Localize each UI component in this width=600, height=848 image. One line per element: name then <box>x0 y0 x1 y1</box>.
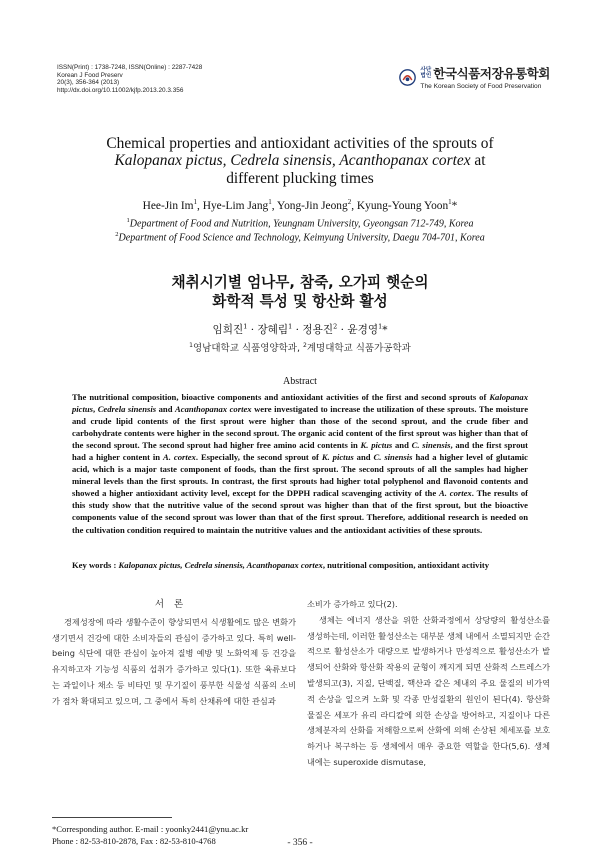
abstract-body: The nutritional composition, bioactive components and antioxidant activities of the first and second sprouts of Kalopanax pictus, Cedrela sinensis and Acanthopanax cortex were investigated to increase the utilization of these sprouts. The moisture and crude lipid contents of the first sprout were higher than those of the second sprout, and the crude fiber and carbohydrate contents were higher in the second sprout. The organic acid content of the first sprout was higher than that of the second sprout. The second sprout had higher free amino acid contents in K. pictus and C. sinensis, and the first sprout had a higher content in A. cortex. Especially, the second sprout of K. pictus and C. sinensis had a higher level of glutamic acid, which is a major taste component of foods, than the first sprout. The second sprouts of all the samples had higher mineral levels than the first sprouts. In contrast, the first sprouts had higher total polyphenol and flavonoid contents and showed a higher antioxidant activity level, except for the DPPH radical scavenging activity of the A. cortex. The results of this study show that the nutritive value of the second sprout was higher than that of the first sprout, but the bioactive components value of the second sprout was lower than that of the first sprout. Therefore, additional research is needed on the cultivation condition required to maintain the nutritive values and the antioxidant activities of these sprouts. <box>72 392 529 535</box>
author-name: Kyung-Young Yoon <box>356 199 449 212</box>
society-name-korean: 한국식품저장유통학회 <box>433 66 550 81</box>
introduction-paragraph-1: 경제성장에 따라 생활수준이 향상되면서 식생활에도 많은 변화가 생기면서 건강에 대한 소비자들의 관심이 증가하고 있다. 특히 well-being 식단에 대한 관심이 높아져 질병 예방 및 노화억제 등 건강을 유지하고자 기능성 식품의 섭취가 증가하고 있다(1). 또한 육류보다는 과일이나 채소 등 비타민 및 무기질이 풍부한 식물성 식품의 소비가 점차 확대되고 있으며, 그 중에서 특히 산채류에 대한 관심과 <box>52 616 296 706</box>
author-name: Hye-Lim Jang <box>202 199 269 212</box>
issn-line: ISSN(Print) : 1738-7248, ISSN(Online) : 2287-7428 <box>57 64 203 71</box>
corresponding-mark: * <box>451 199 458 212</box>
introduction-paragraph-2: 생체는 에너지 생산을 위한 산화과정에서 상당량의 활성산소를 생성하는데, 이러한 활성산소는 대부분 생체 내에서 소멸되지만 순간적으로 활성산소가 대량으로 발생하거나 만성적으로 활성산소가 발생되어 산화와 항산화 작용의 균형이 깨지게 되면 산화적 스트레스가 발생되고(3), 지질, 단백질, 핵산과 같은 체내의 주요 물질의 비가역적 손상을 일으켜 노화 및 각종 만성질환의 원인이 된다(4). 항산화 물질은 세포가 유리 라디칼에 의한 손상을 방어하고, 지질이나 다른 생체분자의 산화를 저해함으로써 산화에 의해 손상된 체세포를 보호하거나 복구하는 등 생체에서 매우 중요한 역할을 한다(5,6). 생체 내에는 superoxide dismutase, <box>307 614 550 767</box>
abstract-heading: Abstract <box>283 376 317 387</box>
affiliation-1: $^1$Department of Food and Nutrition, Yeungnam University, Gyeongsan 712-749, Korea <box>126 217 474 230</box>
title-line-1: Chemical properties and antioxidant activities of the sprouts of <box>106 135 494 152</box>
journal-name: Korean J Food Preserv <box>57 71 123 79</box>
korean-title <box>60 273 540 311</box>
body-column-right <box>307 597 550 771</box>
korean-author-list: 임희진$^1$ · 장혜림$^1$ · 정용진$^2$ · 윤경영$^1$* <box>212 322 388 336</box>
section-heading-introduction: 서론 <box>154 599 194 610</box>
title-line-3: different plucking times <box>226 169 374 187</box>
society-type: 사단 법인 <box>420 67 432 79</box>
paragraph-continuation: 소비가 증가하고 있다(2). <box>307 599 398 609</box>
korean-title-line-1: 채취시기별 엄나무, 참죽, 오가피 햇순의 <box>171 274 429 291</box>
keywords: Key words : Kalopanax pictus, Cedrela sinensis, Acanthopanax cortex, nutritional composition, antioxidant activity <box>72 560 489 570</box>
paper-title <box>60 135 540 187</box>
affiliation-2: $^2$Department of Food Science and Technology, Keimyung University, Daegu 704-701, Korea <box>115 231 485 244</box>
society-emblem-icon <box>399 69 416 86</box>
korean-affiliations: $^1$영남대학교 식품영양학과, $^2$계명대학교 식품가공학과 <box>189 341 411 354</box>
society-name-english: The Korean Society of Food Preservation <box>420 83 542 90</box>
footnote-divider <box>52 817 172 818</box>
author-name: Yong-Jin Jeong <box>277 199 348 212</box>
korean-title-line-2: 화학적 특성 및 항산화 활성 <box>212 293 388 310</box>
keywords-label: Key words : <box>72 560 119 570</box>
title-line-2: Kalopanax pictus, Cedrela sinensis, Acanthopanax cortex at <box>114 152 486 170</box>
corresponding-phone: Phone : 82-53-810-2878, Fax : 82-53-810-4768 <box>52 836 216 846</box>
journal-meta <box>57 64 202 94</box>
society-header <box>399 64 550 90</box>
body-column-left <box>52 597 296 710</box>
page-number: - 356 - <box>287 838 313 848</box>
doi-link[interactable]: http://dx.doi.org/10.11002/kjfp.2013.20.3.356 <box>57 86 184 94</box>
corresponding-email: *Corresponding author. E-mail : yoonky2441@ynu.ac.kr <box>52 824 249 834</box>
volume-pages: 20(3), 356-364 (2013) <box>57 79 120 87</box>
author-list: Hee-Jin Im$^1$, Hye-Lim Jang$^1$, Yong-Jin Jeong$^2$, Kyung-Young Yoon$^1$* <box>142 198 458 212</box>
author-name: Hee-Jin Im <box>142 199 194 212</box>
